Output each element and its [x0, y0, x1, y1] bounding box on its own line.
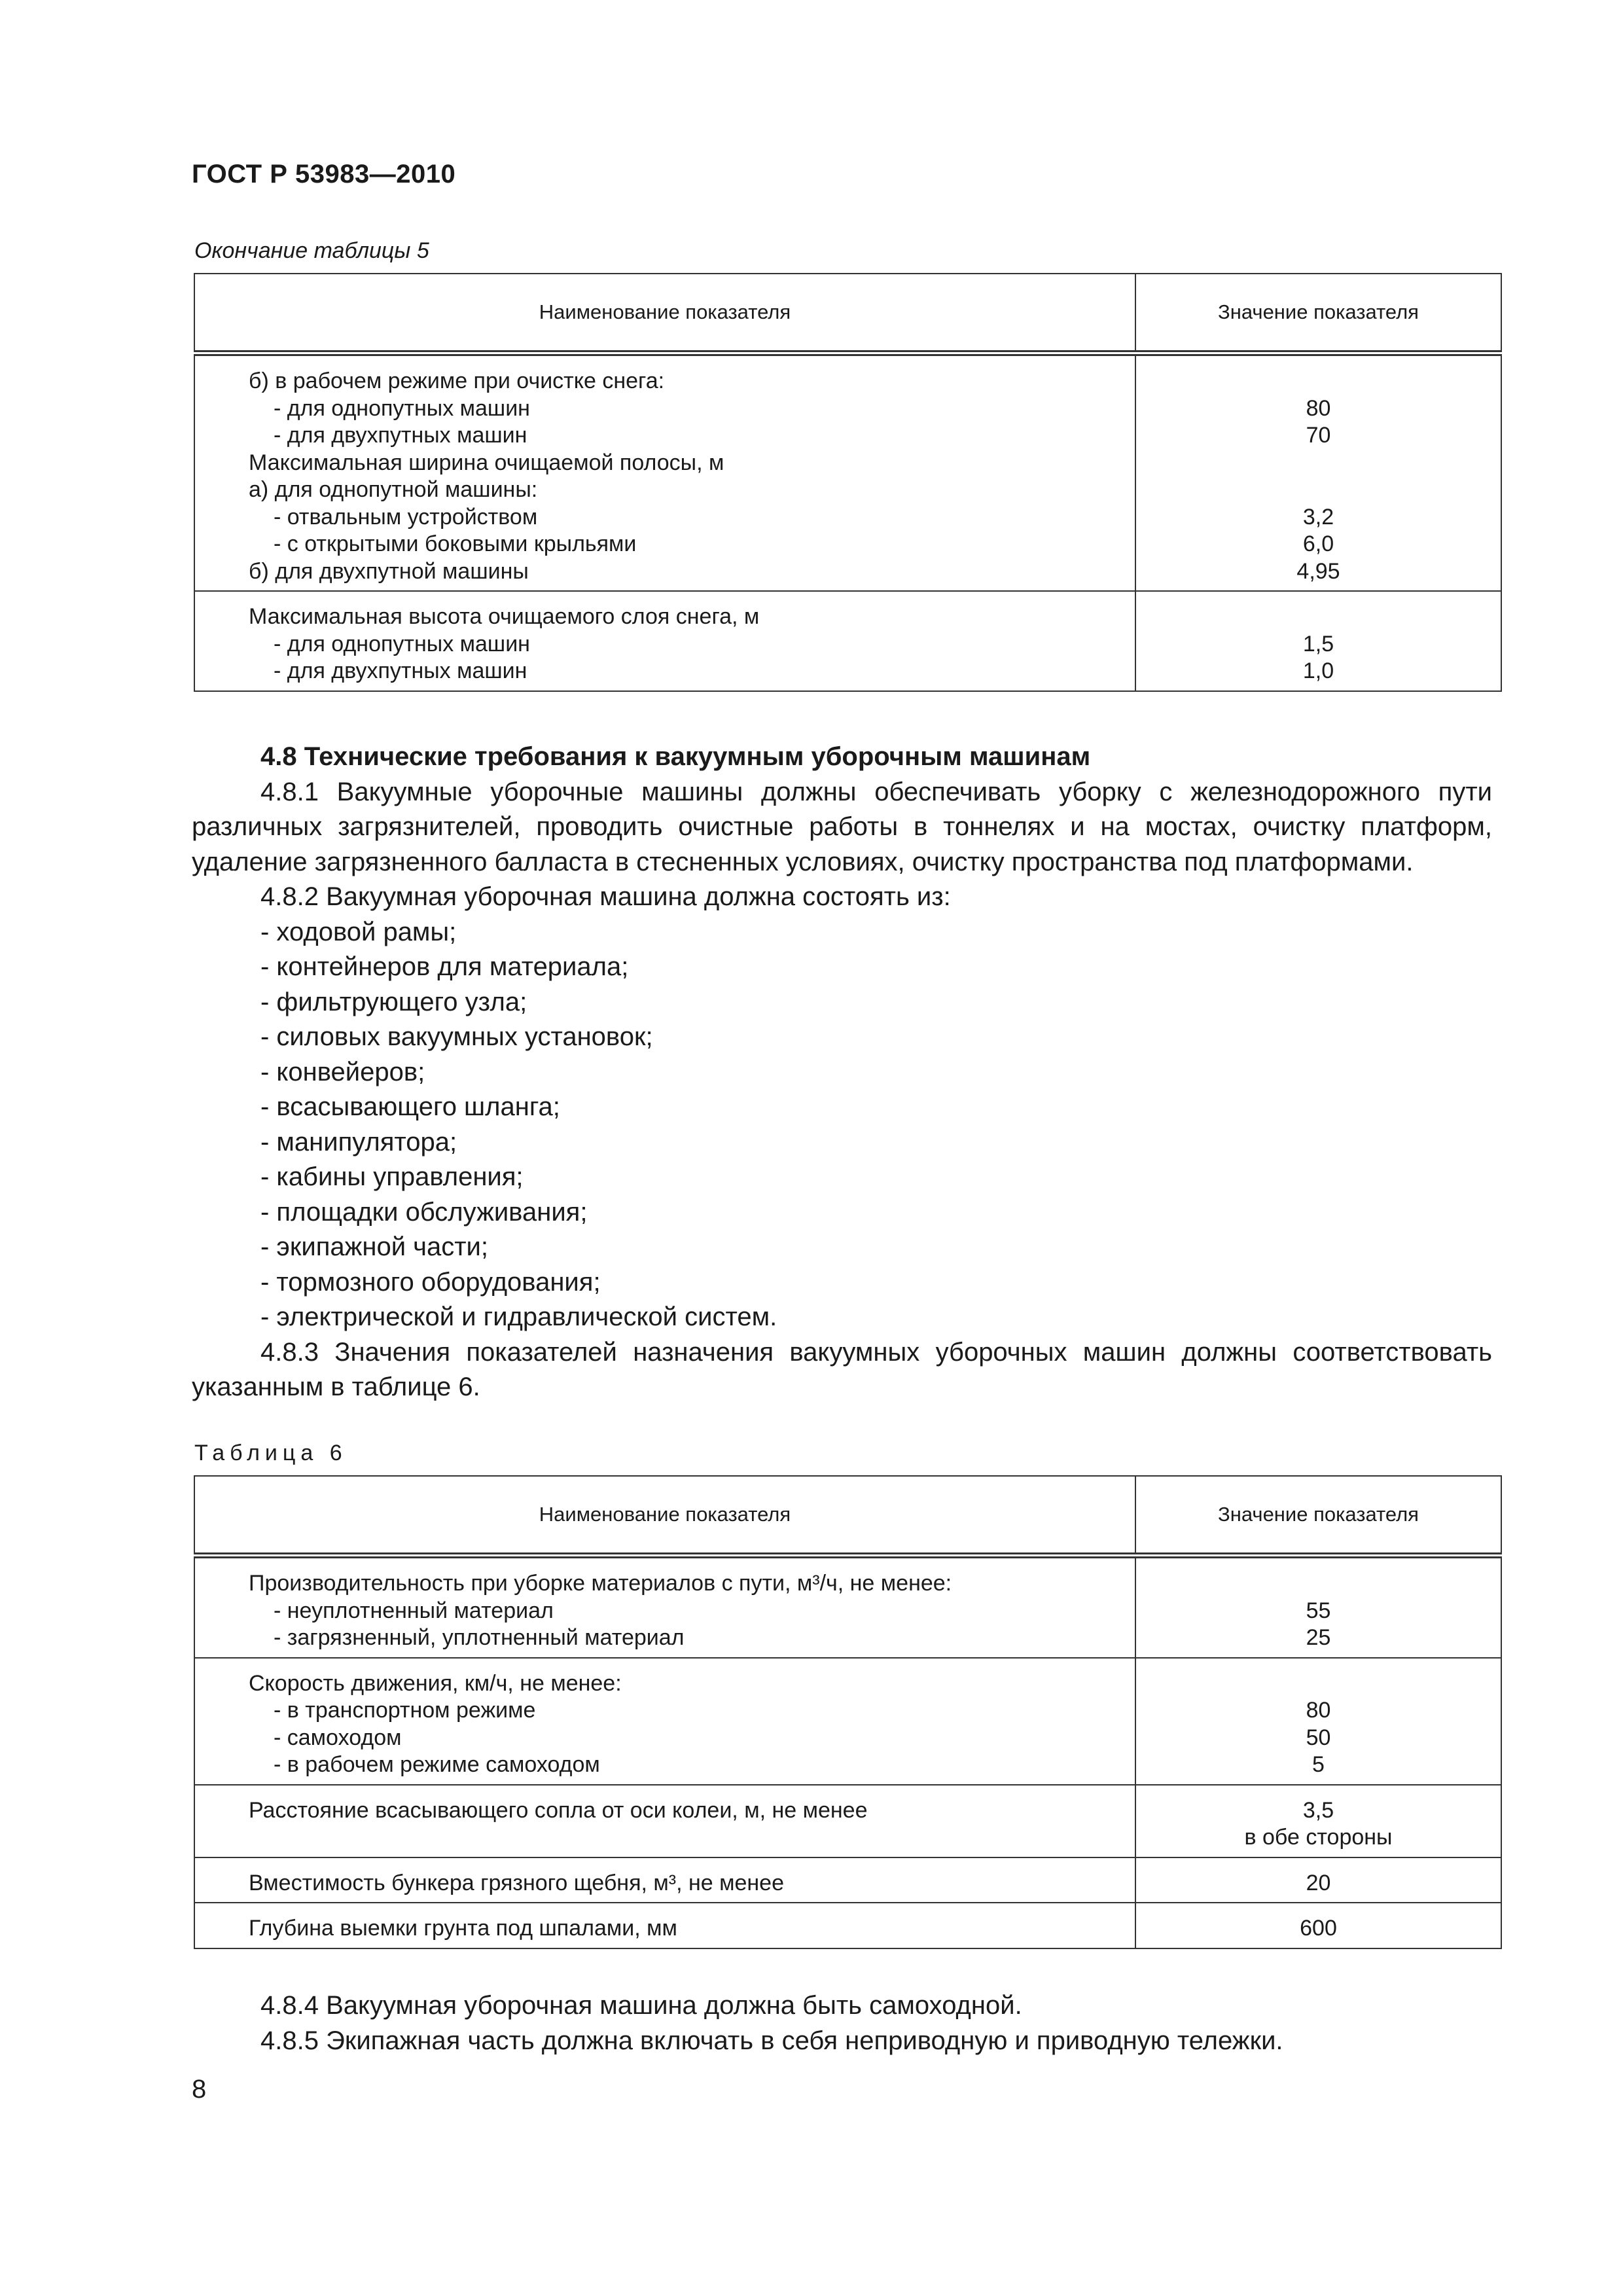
- value-line: 3,5: [1302, 1797, 1334, 1823]
- value-line: [1136, 1670, 1501, 1698]
- value-line: 70: [1306, 423, 1331, 448]
- value-line: 80: [1306, 395, 1331, 421]
- value-line: 80: [1306, 1698, 1331, 1723]
- indicator-line: Глубина выемки грунта под шпалами, мм: [249, 1916, 677, 1941]
- value-line: [1136, 476, 1501, 504]
- table6-body: [194, 1556, 1501, 1948]
- indicator-line: Вместимость бункера грязного щебня, м³, не менее: [249, 1870, 784, 1895]
- paragraph-4-8-2: 4.8.2 Вакуумная уборочная машина должна состоять из:: [260, 882, 951, 911]
- value-line: [1136, 368, 1501, 395]
- component-list: [192, 915, 1492, 1335]
- paragraph-4-8-1: 4.8.1 Вакуумные уборочные машины должны обеспечивать уборку с железнодорожного пути различных загрязнителей, проводить очистные работы в тоннелях и на мостах, очистку платформ, удаление загрязненного балласта в стесненных условиях, очистку пространства под платформами.: [192, 777, 1492, 876]
- value-line: 1,0: [1302, 658, 1334, 683]
- indicator-line: [195, 1824, 1135, 1852]
- indicator-line: - в транспортном режиме: [274, 1698, 536, 1723]
- indicator-line: - для однопутных машин: [274, 395, 530, 421]
- value-line: [1136, 1570, 1501, 1598]
- document-code: ГОСТ Р 53983—2010: [192, 160, 456, 188]
- indicator-line: а) для однопутной машины:: [249, 477, 538, 502]
- indicator-line: Максимальная ширина очищаемой полосы, м: [249, 450, 724, 475]
- after-table-text: [192, 1988, 1492, 2058]
- indicator-line: б) для двухпутной машины: [249, 558, 529, 584]
- table-row: [194, 1556, 1501, 1658]
- value-cell: [1135, 1556, 1501, 1658]
- value-line: 55: [1306, 1598, 1331, 1623]
- list-item: - электрической и гидравлической систем.: [260, 1302, 777, 1331]
- value-cell: [1135, 591, 1501, 691]
- list-item: - всасывающего шланга;: [260, 1092, 560, 1121]
- list-item: - экипажной части;: [260, 1232, 489, 1261]
- value-line: 600: [1300, 1916, 1337, 1941]
- paragraph-4-8-3: 4.8.3 Значения показателей назначения вакуумных уборочных машин должны соответствовать указанным в таблице 6.: [192, 1337, 1492, 1401]
- value-line: 4,95: [1296, 558, 1340, 584]
- table-row: [194, 1903, 1501, 1948]
- table6-caption: Таблица 6: [194, 1441, 348, 1465]
- value-line: 5: [1312, 1752, 1325, 1777]
- value-line: 3,2: [1302, 504, 1334, 529]
- indicator-cell: [194, 591, 1135, 691]
- table-6: [194, 1475, 1502, 1949]
- table5-header-name: Наименование показателя: [194, 274, 1135, 353]
- value-line: 6,0: [1302, 531, 1334, 556]
- list-item: - кабины управления;: [260, 1162, 524, 1191]
- indicator-cell: [194, 1658, 1135, 1785]
- indicator-line: - самоходом: [274, 1725, 402, 1750]
- section-heading: 4.8 Технические требования к вакуумным уборочным машинам: [260, 742, 1091, 771]
- value-cell: [1135, 1658, 1501, 1785]
- table5-header-value: Значение показателя: [1135, 274, 1501, 353]
- indicator-line: Скорость движения, км/ч, не менее:: [249, 1670, 622, 1696]
- indicator-line: Производительность при уборке материалов с пути, м³/ч, не менее:: [249, 1571, 952, 1596]
- value-line: 25: [1306, 1625, 1331, 1650]
- indicator-line: - неуплотненный материал: [274, 1598, 554, 1623]
- value-cell: [1135, 1903, 1501, 1948]
- list-item: - тормозного оборудования;: [260, 1267, 601, 1297]
- section-4-8: [192, 740, 1492, 1405]
- value-line: 50: [1306, 1725, 1331, 1750]
- table-row: [194, 1857, 1501, 1903]
- table5-caption: Окончание таблицы 5: [194, 238, 429, 263]
- indicator-line: - в рабочем режиме самоходом: [274, 1752, 600, 1777]
- value-line: 20: [1306, 1870, 1331, 1895]
- paragraph-4-8-5: 4.8.5 Экипажная часть должна включать в себя неприводную и приводную тележки.: [260, 2026, 1283, 2055]
- indicator-cell: [194, 1857, 1135, 1903]
- list-item: - фильтрующего узла;: [260, 987, 527, 1016]
- table6-header-name: Наименование показателя: [194, 1476, 1135, 1556]
- list-item: - контейнеров для материала;: [260, 952, 629, 981]
- list-item: - силовых вакуумных установок;: [260, 1022, 653, 1051]
- indicator-cell: [194, 1785, 1135, 1857]
- table6-header-value: Значение показателя: [1135, 1476, 1501, 1556]
- value-cell: [1135, 1857, 1501, 1903]
- list-item: - манипулятора;: [260, 1127, 457, 1157]
- list-item: - площадки обслуживания;: [260, 1197, 588, 1227]
- indicator-line: Максимальная высота очищаемого слоя снега, м: [249, 604, 760, 629]
- paragraph-4-8-4: 4.8.4 Вакуумная уборочная машина должна быть самоходной.: [260, 1991, 1022, 2020]
- indicator-cell: [194, 1556, 1135, 1658]
- table-row: [194, 591, 1501, 691]
- indicator-line: Расстояние всасывающего сопла от оси колеи, м, не менее: [249, 1797, 868, 1823]
- value-line: [1136, 603, 1501, 631]
- value-line: 1,5: [1302, 631, 1334, 656]
- table-row: [194, 1785, 1501, 1857]
- indicator-line: - с открытыми боковыми крыльями: [274, 531, 637, 556]
- list-item: - ходовой рамы;: [260, 917, 457, 946]
- indicator-line: - для двухпутных машин: [274, 423, 527, 448]
- value-line: [1136, 450, 1501, 477]
- indicator-line: - для двухпутных машин: [274, 658, 527, 683]
- value-cell: [1135, 1785, 1501, 1857]
- value-line: в обе стороны: [1244, 1825, 1393, 1850]
- indicator-line: - для однопутных машин: [274, 631, 530, 656]
- table-5: [194, 273, 1502, 692]
- table-row: [194, 1658, 1501, 1785]
- value-cell: [1135, 353, 1501, 592]
- indicator-line: - загрязненный, уплотненный материал: [274, 1625, 685, 1650]
- indicator-line: - отвальным устройством: [274, 504, 538, 529]
- indicator-line: б) в рабочем режиме при очистке снега:: [249, 368, 665, 393]
- table5-body: [194, 353, 1501, 691]
- indicator-cell: [194, 1903, 1135, 1948]
- indicator-cell: [194, 353, 1135, 592]
- list-item: - конвейеров;: [260, 1057, 425, 1086]
- table-row: [194, 353, 1501, 592]
- page-number: 8: [192, 2075, 207, 2104]
